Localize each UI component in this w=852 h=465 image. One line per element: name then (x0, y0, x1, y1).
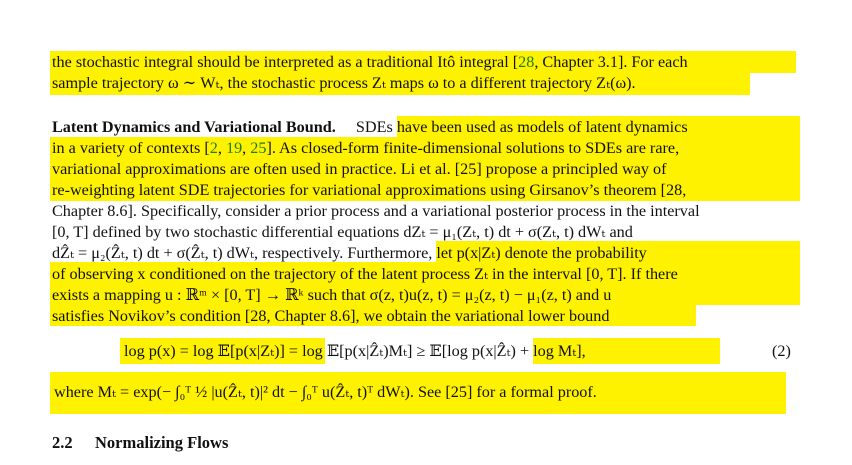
section-line-2-pre: in a variety of contexts [ (52, 139, 210, 157)
section-line-4: re-weighting latent SDE trajectories for variational approximations using Girsanov’s theorem [28, (52, 181, 687, 199)
section-line-2: in a variety of contexts [2, 19, 25]. As closed-form finite-dimensional solutions to SDEs are rare, (52, 139, 680, 157)
top-line-2: sample trajectory ω ∼ Wₜ, the stochastic process Zₜ maps ω to a different trajectory Zₜ(ω). (52, 74, 636, 92)
citation-19-link[interactable]: 19 (225, 139, 243, 157)
section-line-5: Chapter 8.6]. Specifically, consider a prior process and a variational posterior process in the interval (52, 202, 700, 220)
section-line-7: dẐₜ = μ₂(Ẑₜ, t) dt + σ(Ẑₜ, t) dWₜ, respectively. Furthermore, let p(x|Zₜ) denote the probability (52, 244, 647, 262)
citation-2-link[interactable]: 2 (209, 139, 218, 157)
section-line-2-post: ]. As closed-form finite-dimensional solutions to SDEs are rare, (266, 139, 680, 157)
citation-28-link[interactable]: 28 (518, 53, 535, 71)
section-line-1 (52, 117, 688, 137)
section-line-8: of observing x conditioned on the trajectory of the latent process Zₜ in the interval [0, T]. If there (52, 265, 678, 283)
section-line-10: satisfies Novikov’s condition [28, Chapter 8.6], we obtain the variational lower bound (52, 307, 610, 325)
section-line-6: [0, T] defined by two stochastic differential equations dZₜ = μ₁(Zₜ, t) dt + σ(Zₜ, t) dWₜ and (52, 223, 633, 241)
top-line-1-pre: the stochastic integral should be interpreted as a traditional Itô integral [ (52, 53, 519, 71)
section-heading-title: Normalizing Flows (95, 433, 229, 452)
citation-25-link[interactable]: 25 (250, 139, 267, 157)
where-line: where Mₜ = exp(− ∫₀ᵀ ½ |u(Ẑₜ, t)|² dt − ∫₀ᵀ u(Ẑₜ, t)ᵀ dWₜ). See [25] for a formal proof. (54, 383, 597, 401)
top-line-1 (52, 52, 688, 72)
section-line-3: variational approximations are often used in practice. Li et al. [25] propose a principled way of (52, 160, 667, 178)
section-heading-number: 2.2 (52, 433, 73, 452)
paragraph-heading: Latent Dynamics and Variational Bound. (52, 118, 336, 136)
top-line-1-post: , Chapter 3.1]. For each (534, 53, 688, 71)
section-line-9: exists a mapping u : ℝᵐ × [0, T] → ℝᵏ such that σ(z, t)u(z, t) = μ₂(z, t) − μ₁(z, t) and u (52, 286, 612, 304)
equation-2: log p(x) = log 𝔼[p(x|Zₜ)] = log 𝔼[p(x|Ẑₜ)Mₜ] ≥ 𝔼[log p(x|Ẑₜ) + log Mₜ], (124, 342, 586, 360)
section-line-1-rest: SDEs have been used as models of latent dynamics (355, 118, 688, 136)
equation-number: (2) (772, 342, 791, 360)
